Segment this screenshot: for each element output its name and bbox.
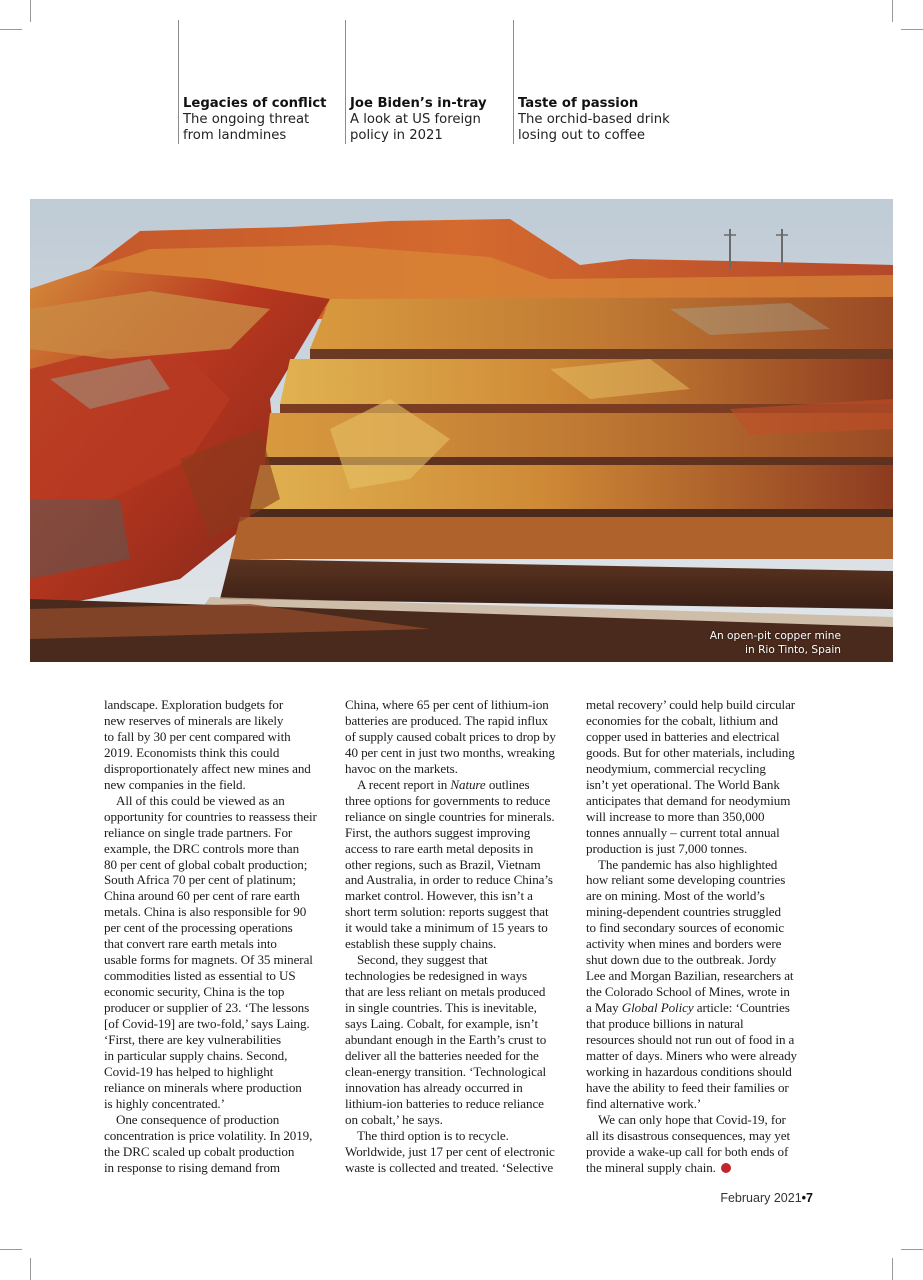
body-text-line: The pandemic has also highlighted [598, 856, 778, 872]
body-text-line: shut down due to the outbreak. Jordy [586, 952, 777, 968]
body-text-line: on cobalt,’ he says. [345, 1111, 443, 1127]
teaser-subtitle: A look at US foreign [350, 112, 481, 127]
teaser-landmines[interactable] [178, 20, 339, 144]
body-text-line: in particular supply chains. Second, [104, 1047, 288, 1063]
folio-separator: • [801, 1191, 807, 1205]
body-text-line: have the ability to feed their families or [586, 1079, 789, 1095]
crop-mark [892, 1258, 893, 1280]
body-text-line: is highly concentrated.’ [104, 1095, 225, 1111]
body-text-line: economic security, China is the top [104, 984, 285, 1000]
body-text-line: market control. However, this isn’t a [345, 888, 533, 904]
body-text-line: short term solution: reports suggest that [345, 904, 549, 920]
crop-mark [0, 29, 22, 30]
body-text-line: a May Global Policy article: ‘Countries [586, 1000, 790, 1016]
body-text-line: landscape. Exploration budgets for [104, 697, 284, 712]
teaser-subtitle: losing out to coffee [518, 128, 646, 143]
body-text-line: havoc on the markets. [345, 760, 458, 776]
body-text-line: technologies be redesigned in ways [345, 968, 528, 984]
teaser-biden[interactable] [345, 20, 506, 144]
body-text-line: economies for the cobalt, lithium and [586, 712, 778, 728]
body-text-line: that are less reliant on metals produced [345, 984, 546, 1000]
body-text-line: that produce billions in natural [586, 1016, 744, 1032]
body-text-line: usable forms for magnets. Of 35 mineral [104, 952, 313, 968]
body-text-line: China, where 65 per cent of lithium-ion [345, 697, 549, 712]
body-text-line: Worldwide, just 17 per cent of electronic [345, 1143, 555, 1159]
body-text-line: that convert rare earth metals into [104, 936, 277, 952]
body-text-line: neodymium, commercial recycling [586, 760, 766, 776]
open-pit-mine-illustration [30, 199, 893, 662]
body-text-line: waste is collected and treated. ‘Selective [345, 1159, 554, 1175]
body-text-line: resources should not run out of food in a [586, 1032, 795, 1048]
body-text-line: We can only hope that Covid-19, for [598, 1111, 786, 1127]
body-text-line: Second, they suggest that [357, 952, 488, 968]
body-text-line: other regions, such as Brazil, Vietnam [345, 856, 541, 872]
crop-mark [892, 0, 893, 22]
teaser-title: Taste of passion [518, 96, 639, 111]
body-text-line: production is just 7,000 tonnes. [586, 840, 748, 856]
body-text-line: The third option is to recycle. [357, 1127, 509, 1143]
crop-mark [901, 1249, 923, 1250]
body-text-line: per cent of the processing operations [104, 920, 293, 936]
body-text-line: establish these supply chains. [345, 936, 497, 952]
body-text-line: One consequence of production [116, 1111, 280, 1127]
body-text-line: [of Covid-19] are two-fold,’ says Laing. [104, 1016, 310, 1032]
body-text-line: example, the DRC controls more than [104, 840, 300, 856]
body-text-line: commodities listed as essential to US [104, 968, 296, 984]
body-text-line: the Colorado School of Mines, wrote in [586, 984, 790, 1000]
body-text-line: Lee and Morgan Bazilian, researchers at [586, 968, 794, 984]
body-text-line: it would take a minimum of 15 years to [345, 920, 548, 936]
body-text-line: activity when mines and borders were [586, 936, 782, 952]
body-text-line: ‘First, there are key vulnerabilities [104, 1032, 282, 1048]
body-text-line: All of this could be viewed as an [116, 792, 285, 808]
body-text-line: 2019. Economists think this could [104, 744, 280, 760]
teaser-title: Joe Biden’s in-tray [350, 96, 487, 111]
teaser-title: Legacies of conflict [183, 96, 327, 111]
body-text-line: three options for governments to reduce [345, 792, 551, 808]
body-text-line: in single countries. This is inevitable, [345, 1000, 537, 1016]
crop-mark [0, 1249, 22, 1250]
body-text-line: access to rare earth metal deposits in [345, 840, 534, 856]
photo-caption [641, 629, 841, 657]
article-column-1 [104, 697, 330, 1176]
body-text-line: clean-energy transition. ‘Technological [345, 1063, 547, 1079]
teaser-orchid-drink[interactable] [513, 20, 684, 144]
page-folio [720, 1191, 813, 1205]
body-text-line: and Australia, in order to reduce China’s [345, 872, 553, 888]
body-text-line: batteries are produced. The rapid influx [345, 712, 548, 728]
body-text-line: how reliant some developing countries [586, 872, 786, 888]
body-text-line: abundant enough in the Earth’s crust to [345, 1032, 547, 1048]
body-text-line: disproportionately affect new mines and [104, 760, 311, 776]
body-text-line: metal recovery’ could help build circular [586, 697, 796, 712]
article-column-3 [586, 697, 812, 1176]
body-text-line: to fall by 30 per cent compared with [104, 728, 291, 744]
body-text-line: lithium-ion batteries to reduce reliance [345, 1095, 544, 1111]
body-text-line: are on mining. Most of the world’s [586, 888, 765, 904]
body-text-line: reliance on single countries for minerals. [345, 808, 555, 824]
body-text-line: 80 per cent of global cobalt production; [104, 856, 308, 872]
body-text-line: working in hazardous conditions should [586, 1063, 792, 1079]
body-text-line: to find secondary sources of economic [586, 920, 785, 936]
teaser-subtitle: The orchid-based drink [518, 112, 670, 127]
body-text-line: tonnes annually – current total annual [586, 824, 780, 840]
article-column-2 [345, 697, 571, 1176]
body-text-line: isn’t yet operational. The World Bank [586, 776, 780, 792]
body-text-line: in response to rising demand from [104, 1159, 280, 1175]
caption-line: in Rio Tinto, Spain [745, 644, 841, 656]
body-text-line: the DRC scaled up cobalt production [104, 1143, 295, 1159]
body-text-line: goods. But for other materials, including [586, 744, 795, 760]
body-text-line: the mineral supply chain. [586, 1160, 812, 1176]
body-text-line: reliance on minerals where production [104, 1079, 302, 1095]
body-text-line: metals. China is also responsible for 90 [104, 904, 307, 920]
body-text-line: deliver all the batteries needed for the [345, 1047, 539, 1063]
crop-mark [30, 1258, 31, 1280]
body-text-line: innovation has already occurred in [345, 1079, 523, 1095]
page-number: 7 [806, 1191, 813, 1205]
body-text-line: 40 per cent in just two months, wreaking [345, 744, 555, 760]
teaser-subtitle: policy in 2021 [350, 128, 443, 143]
body-text-line: mining-dependent countries struggled [586, 904, 781, 920]
body-text-line: concentration is price volatility. In 2019, [104, 1127, 313, 1143]
body-text-line: will increase to more than 350,000 [586, 808, 765, 824]
body-text-line: anticipates that demand for neodymium [586, 792, 791, 808]
issue-date: February 2021 [720, 1191, 802, 1205]
mine-photo [30, 199, 893, 662]
body-text-line: reliance on single trade partners. For [104, 824, 293, 840]
body-text-line: First, the authors suggest improving [345, 824, 531, 840]
body-text-line: copper used in batteries and electrical [586, 728, 780, 744]
body-text-line: find alternative work.’ [586, 1095, 702, 1111]
body-text-line: new companies in the field. [104, 776, 246, 792]
body-text-line: producer or supplier of 23. ‘The lessons [104, 1000, 310, 1016]
body-text-line: Covid-19 has helped to highlight [104, 1063, 274, 1079]
end-of-article-mark [721, 1163, 731, 1173]
body-text-line: China around 60 per cent of rare earth [104, 888, 300, 904]
body-text-line: matter of days. Miners who were already [586, 1047, 797, 1063]
body-text-line: all its disastrous consequences, may yet [586, 1127, 790, 1143]
body-text-line: says Laing. Cobalt, for example, isn’t [345, 1016, 539, 1032]
body-text-line: A recent report in Nature outlines [357, 776, 530, 792]
teaser-subtitle: The ongoing threat [183, 112, 310, 127]
body-text-line: South Africa 70 per cent of platinum; [104, 872, 296, 888]
body-text-line: of supply caused cobalt prices to drop by [345, 728, 556, 744]
body-text-line: opportunity for countries to reassess their [104, 808, 317, 824]
body-text-line: new reserves of minerals are likely [104, 712, 284, 728]
caption-line: An open-pit copper mine [709, 630, 841, 642]
crop-mark [30, 0, 31, 22]
crop-mark [901, 29, 923, 30]
body-text-line: provide a wake-up call for both ends of [586, 1143, 789, 1159]
teaser-subtitle: from landmines [183, 128, 287, 143]
